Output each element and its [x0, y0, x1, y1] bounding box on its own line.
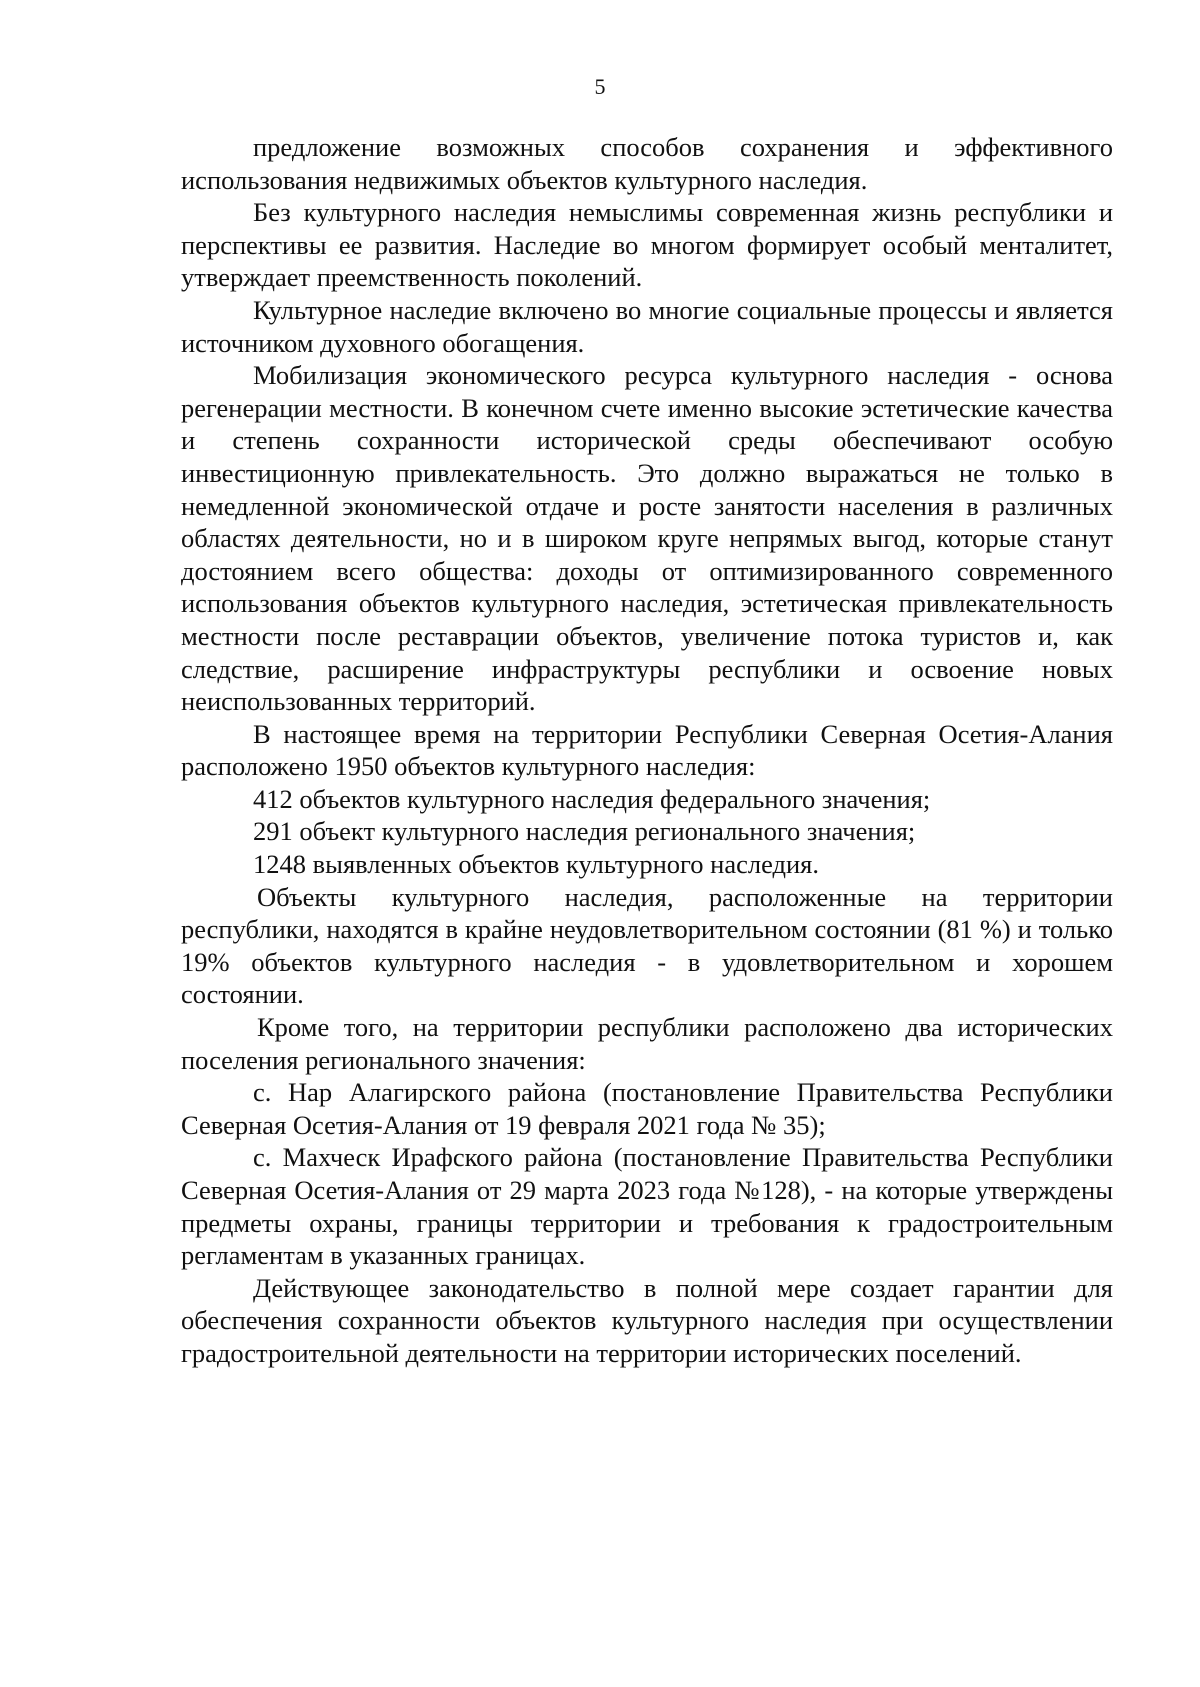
paragraph: предложение возможных способов сохранения и эффективного использования недвижимых объектов культурного наследия. [181, 132, 1113, 195]
page-number: 5 [594, 74, 606, 99]
paragraph: В настоящее время на территории Республики Северная Осетия-Алания расположено 1950 объектов культурного наследия: [181, 718, 1113, 782]
paragraph: Без культурного наследия немыслимы современная жизнь республики и перспективы ее развития. Наследие во многом формирует особый менталитет, утверждает преемственность поколений. [181, 197, 1113, 293]
document-body [181, 131, 1113, 1370]
list-item: 412 объектов культурного наследия федерального значения; [253, 783, 931, 814]
paragraph: с. Махческ Ирафского района (постановление Правительства Республики Северная Осетия-Алания от 29 марта 2023 года №128), - на которые утверждены предметы охраны, границы территории и требования к градостроительным регламентам в указанных границах. [181, 1142, 1113, 1271]
list-item: 291 объект культурного наследия регионального значения; [253, 816, 916, 847]
paragraph: Культурное наследие включено во многие социальные процессы и является источником духовного обогащения. [181, 294, 1113, 358]
paragraph: Действующее законодательство в полной мере создает гарантии для обеспечения сохранности объектов культурного наследия при осуществлении градостроительной деятельности на территории исторических поселений. [181, 1272, 1113, 1368]
paragraph: Кроме того, на территории республики расположено два исторических поселения регионального значения: [181, 1012, 1113, 1075]
paragraph: с. Нар Алагирского района (постановление Правительства Республики Северная Осетия-Алания от 19 февраля 2021 года № 35); [181, 1077, 1113, 1140]
list-item: 1248 выявленных объектов культурного наследия. [253, 849, 819, 880]
paragraph: Мобилизация экономического ресурса культурного наследия - основа регенерации местности. В конечном счете именно высокие эстетические качества и степень сохранности исторической среды обеспечивают особую инвестиционную привлекательность. Это должно выражаться не только в немедленной экономической отдаче и росте занятости населения в различных областях деятельности, но и в широком круге непрямых выгод, которые станут достоянием всего общества: доходы от оптимизированного современного использования объектов культурного наследия, эстетическая привлекательность местности после реставрации объектов, увеличение потока туристов и, как следствие, расширение инфраструктуры республики и освоение новых неиспользованных территорий. [181, 360, 1113, 717]
paragraph: Объекты культурного наследия, расположенные на территории республики, находятся в крайне неудовлетворительном состоянии (81 %) и только 19% объектов культурного наследия - в удовлетворительном и хорошем состоянии. [181, 881, 1113, 1010]
